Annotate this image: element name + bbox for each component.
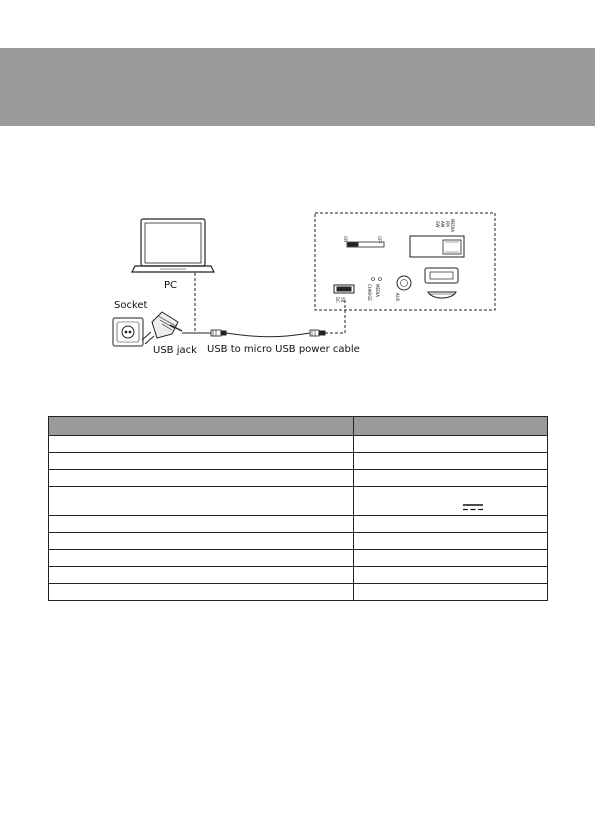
usb-cable-icon <box>182 330 325 337</box>
svg-text:MEDIA: MEDIA <box>450 219 455 232</box>
table-cell <box>354 453 548 470</box>
table-cell <box>49 470 354 487</box>
device-panel-controls-icon <box>334 219 464 303</box>
table-cell <box>354 470 548 487</box>
pc-label: PC <box>164 280 178 291</box>
table-cell <box>354 487 548 516</box>
wall-socket-icon <box>113 318 143 346</box>
svg-text:5V: 5V <box>340 297 345 303</box>
svg-text:MEDIA: MEDIA <box>375 284 380 297</box>
table-cell <box>49 453 354 470</box>
table-cell <box>49 487 354 516</box>
table-cell <box>354 584 548 601</box>
svg-text:AUX: AUX <box>395 293 400 302</box>
table-row <box>49 436 548 453</box>
table-cell <box>354 533 548 550</box>
table-row <box>49 487 548 516</box>
laptop-icon <box>132 219 214 272</box>
table-cell <box>49 584 354 601</box>
table-row <box>49 550 548 567</box>
svg-text:DC: DC <box>335 297 340 303</box>
table-header-cell <box>354 417 548 436</box>
table-row <box>49 453 548 470</box>
svg-text:CHARGE: CHARGE <box>367 284 372 301</box>
svg-text:ON: ON <box>343 236 348 243</box>
table-cell <box>49 533 354 550</box>
svg-text:SW: SW <box>435 221 440 228</box>
connection-diagram <box>0 0 595 400</box>
table-cell <box>49 436 354 453</box>
table-cell <box>49 567 354 584</box>
table-cell <box>354 436 548 453</box>
specification-table <box>48 416 548 601</box>
table-row <box>49 584 548 601</box>
table-cell <box>49 516 354 533</box>
svg-text:OFF: OFF <box>377 236 382 244</box>
table-row <box>49 567 548 584</box>
table-header-row <box>49 417 548 436</box>
cable-label: USB to micro USB power cable <box>207 344 360 355</box>
dc-current-symbol-icon <box>463 504 483 511</box>
table-row <box>49 533 548 550</box>
svg-text:AM: AM <box>440 221 445 228</box>
table-cell <box>354 516 548 533</box>
table-cell <box>354 567 548 584</box>
table-row <box>49 470 548 487</box>
table-cell <box>354 550 548 567</box>
usb-charger-icon <box>142 312 182 344</box>
table-header-cell <box>49 417 354 436</box>
svg-text:FM: FM <box>445 221 450 227</box>
socket-label: Socket <box>114 300 148 311</box>
table-cell <box>49 550 354 567</box>
table-row <box>49 516 548 533</box>
usb-jack-label: USB jack <box>153 345 197 356</box>
device-panel-outline <box>315 213 495 310</box>
